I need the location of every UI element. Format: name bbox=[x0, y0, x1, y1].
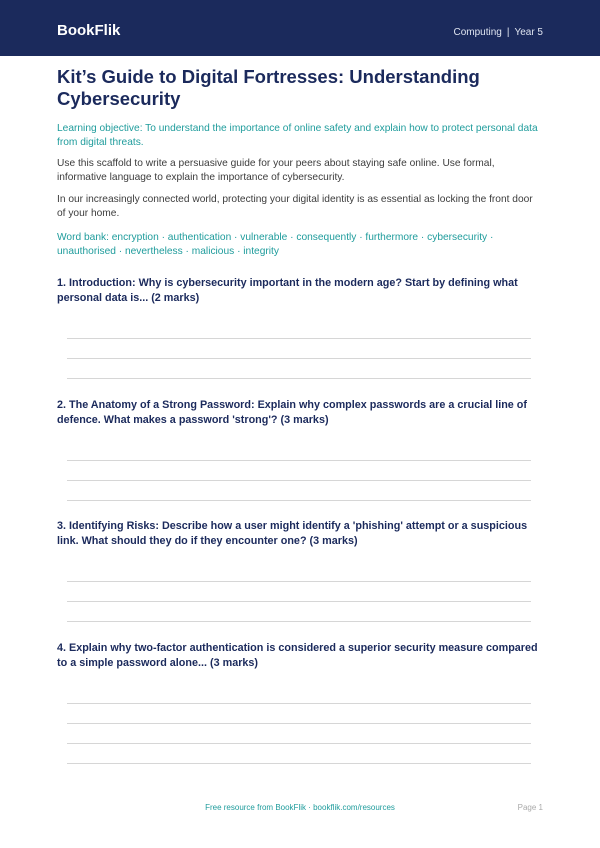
answer-line[interactable] bbox=[67, 621, 531, 622]
answer-line[interactable] bbox=[67, 763, 531, 764]
learning-objective: Learning objective: To understand the importance of online safety and explain how to protect personal data from digital threats. bbox=[57, 123, 538, 148]
answer-line[interactable] bbox=[67, 378, 531, 379]
answer-line[interactable] bbox=[67, 743, 531, 744]
answer-line[interactable] bbox=[67, 358, 531, 359]
answer-line[interactable] bbox=[67, 703, 531, 704]
answer-line[interactable] bbox=[67, 601, 531, 602]
year-label: Year 5 bbox=[514, 27, 543, 38]
question-3: 3. Identifying Risks: Describe how a user might identify a 'phishing' attempt or a suspicious link. What should they do if they encounter one? (3 marks) bbox=[57, 520, 528, 547]
answer-line[interactable] bbox=[67, 338, 531, 339]
subject-label: Computing bbox=[453, 27, 502, 38]
intro-paragraph-2: In our increasingly connected world, protecting your digital identity is as essential as locking the front door of your home. bbox=[57, 194, 533, 219]
answer-line[interactable] bbox=[67, 460, 531, 461]
separator: | bbox=[506, 27, 510, 38]
answer-line[interactable] bbox=[67, 723, 531, 724]
subject-year bbox=[453, 27, 543, 38]
answer-line[interactable] bbox=[67, 500, 531, 501]
question-4: 4. Explain why two-factor authentication is considered a superior security measure compared to a simple password alone... (3 marks) bbox=[57, 642, 538, 669]
question-2: 2. The Anatomy of a Strong Password: Explain why complex passwords are a crucial line of defence. What makes a password 'strong'? (3 marks) bbox=[57, 399, 527, 426]
answer-line[interactable] bbox=[67, 480, 531, 481]
page-title: Kit’s Guide to Digital Fortresses: Understanding Cybersecurity bbox=[57, 66, 480, 109]
header-bar bbox=[0, 0, 600, 56]
brand-logo: BookFlik bbox=[57, 22, 121, 39]
answer-line[interactable] bbox=[67, 581, 531, 582]
question-1: 1. Introduction: Why is cybersecurity important in the modern age? Start by defining what personal data is... (2 marks) bbox=[57, 277, 518, 304]
footer-text: Free resource from BookFlik · bookflik.com/resources bbox=[205, 803, 395, 812]
intro-paragraph-1: Use this scaffold to write a persuasive guide for your peers about staying safe online. Use formal, informative language to explain the importance of cybersecurity. bbox=[57, 158, 495, 183]
word-bank: Word bank: encryption · authentication · vulnerable · consequently · furthermore · cybersecurity · unauthorised · nevertheless · malicious · integrity bbox=[57, 232, 494, 257]
page-number: Page 1 bbox=[517, 803, 543, 812]
